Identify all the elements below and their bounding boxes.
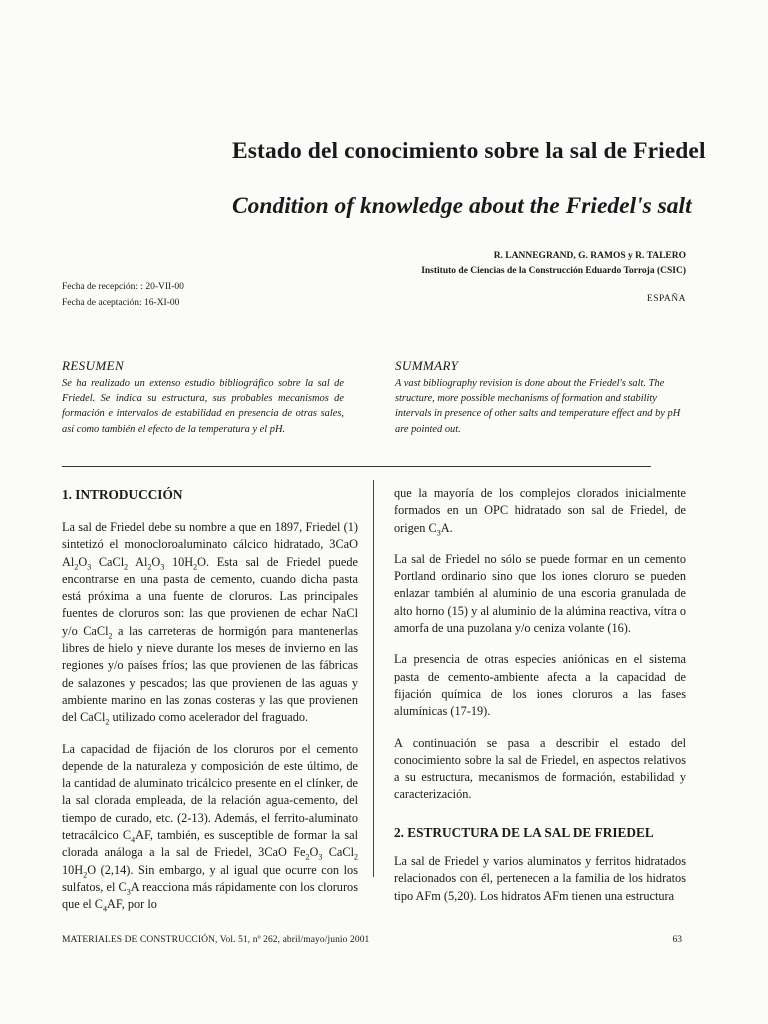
intro-paragraph-5: La presencia de otras especies aniónicas en el sistema pasta de cemento-ambiente afecta a la capacidad de fijación química de los iones cloruros a las fases alumínicas (17-19). xyxy=(394,652,686,719)
intro-paragraph-1: La sal de Friedel debe su nombre a que en 1897, Friedel (1) sintetizó el monocloroaluminato cálcico hidratado, 3CaO $Al_2O_3$ CaCl$_2$ $Al_2O_3$ $10H_2O$. Esta sal de Friedel puede encontrarse en una pasta de cemento, cuando dicha pasta está próxima a una fuente de cloruros. Las principales fuentes de cloruros son: las que provienen de echar NaCl y/o CaCl$_2$ a las carreteras de hormigón para mantenerlas libres de hielo y nieve durante los meses de invierno en las regiones y/o países fríos; las que provienen de las fábricas de salazones y pescados; las que provienen de las aguas y ambiente marino en las zonas costeras y las que provienen del CaCl$_2$ utilizado como acelerador del fraguado. xyxy=(62,520,358,727)
section-heading-estructura: 2. ESTRUCTURA DE LA SAL DE FRIEDEL xyxy=(394,824,654,840)
abstract-separator-rule xyxy=(62,466,651,467)
intro-paragraph-4: La sal de Friedel no sólo se puede formar en un cemento Portland ordinario sino que los iones cloruro se pueden enlazar también al aluminio de una escoria granulada de alto horno (15) y al aluminio de la alúmina reactiva, vítra o amorfa de una puzolana y/o ceniza volante (16). xyxy=(394,551,686,636)
section-heading-introduccion: 1. INTRODUCCIÓN xyxy=(62,487,183,502)
intro-paragraph-3: que la mayoría de los complejos clorados inicialmente formados en un OPC hidratado son sal de Friedel, de origen $C_3A$. xyxy=(394,486,686,538)
left-column xyxy=(62,519,358,928)
abstract-text-es: Se ha realizado un extenso estudio bibliográfico sobre la sal de Friedel. Se indica su estructura, sus probables mecanismos de formación e intervalos de estabilidad en presencia de otras sales, así como también el efecto de la temperatura y el pH. xyxy=(62,378,344,435)
article-title-english: Condition of knowledge about the Friedel's salt xyxy=(232,193,692,219)
institution: Instituto de Ciencias de la Construcción Eduardo Torroja (CSIC) xyxy=(421,266,686,276)
right-column xyxy=(394,485,686,919)
journal-footer: MATERIALES DE CONSTRUCCIÓN, Vol. 51, nº 262, abril/mayo/junio 2001 xyxy=(62,935,370,945)
accepted-date: Fecha de aceptación: 16-XI-00 xyxy=(62,298,180,308)
country: ESPAÑA xyxy=(646,294,686,304)
received-date: Fecha de recepción: : 20-VII-00 xyxy=(62,282,184,292)
structure-paragraph-1: La sal de Friedel y varios aluminatos y ferritos hidratados relacionados con él, pertenecen a la familia de los hidratos tipo AFm (5,20). Los hidratos AFm tienen una estructura xyxy=(394,854,686,903)
abstract-heading-es: RESUMEN xyxy=(62,358,125,373)
column-divider xyxy=(373,480,374,877)
intro-paragraph-6: A continuación se pasa a describir el estado del conocimiento sobre la sal de Friedel, en aspectos relativos a su estructura, mecanismos de formación, estabilidad y caracterización. xyxy=(394,735,686,802)
authors: R. LANNEGRAND, G. RAMOS y R. TALERO xyxy=(493,251,686,261)
abstract-heading-en: SUMMARY xyxy=(395,358,459,373)
page-number: 63 xyxy=(672,935,682,945)
intro-paragraph-2: La capacidad de fijación de los cloruros por el cemento depende de la naturaleza y composición de este último, de la cantidad de aluminato tricálcico presente en el clínker, de la sal clorada empleada, de la relación agua-cemento, del tiempo de curado, etc. (2-13). Además, el ferrito-aluminato tetracálcico $C_4AF$, también, es susceptible de formar la sal clorada análoga a la sal de Friedel, 3CaO $Fe_2O_3$ CaCl$_2$ $10H_2O$ (2,14). Sin embargo, y al igual que ocurre con los sulfatos, el $C_3A$ reacciona más rápidamente con los cloruros que el $C_4AF$, por lo xyxy=(62,741,359,914)
article-title-spanish: Estado del conocimiento sobre la sal de Friedel xyxy=(232,138,706,164)
abstract-text-en: A vast bibliography revision is done about the Friedel's salt. The structure, more possible mechanisms of formation and stability intervals in presence of other salts and temperature effect and by pH are pointed out. xyxy=(395,378,681,435)
